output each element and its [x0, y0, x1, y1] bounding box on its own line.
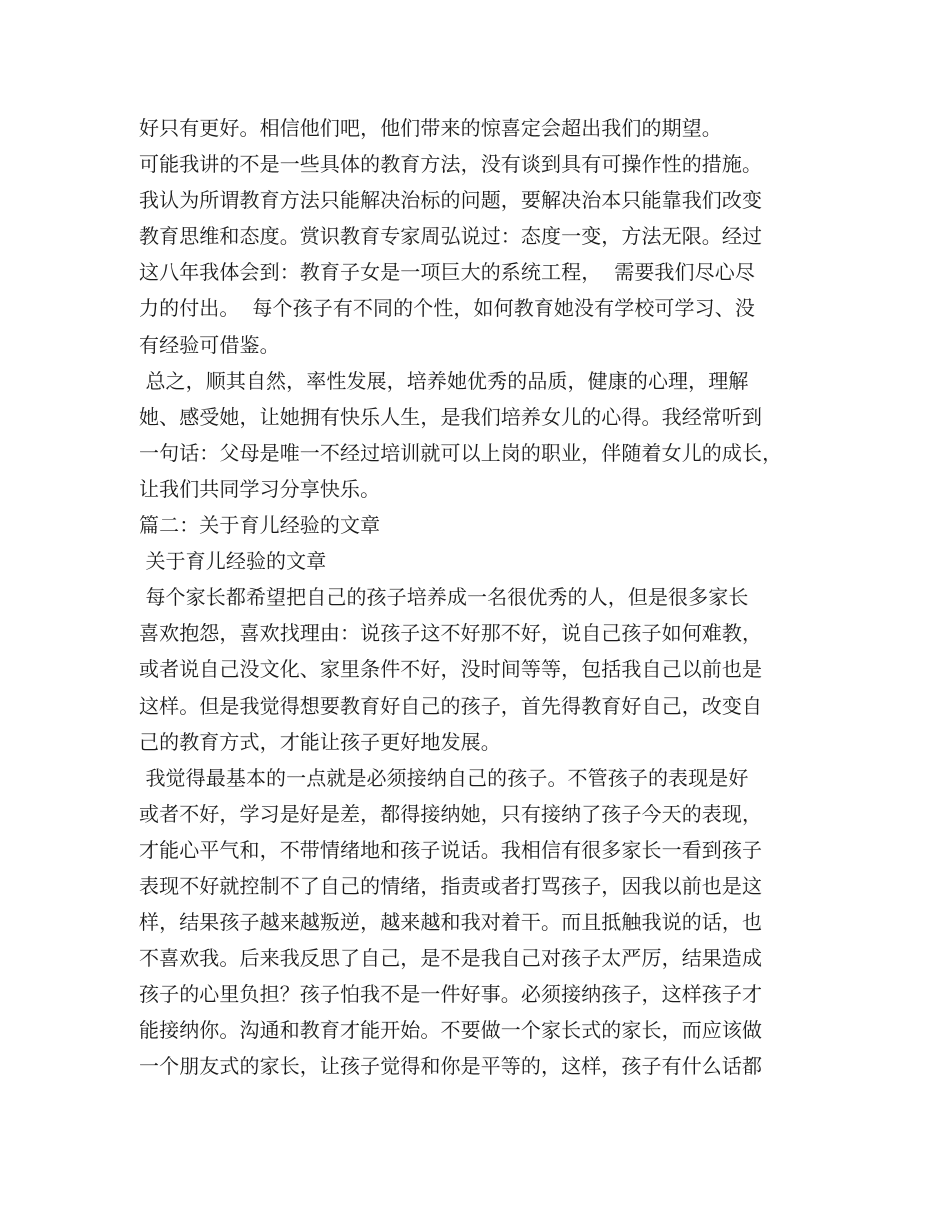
text-line: 能接纳你。沟通和教育才能开始。不要做一个家长式的家长，而应该做	[139, 1018, 763, 1043]
text-line: 表现不好就控制不了自己的情绪，指责或者打骂孩子，因我以前也是这	[139, 873, 763, 898]
text-line: 让我们共同学习分享快乐。	[139, 476, 381, 501]
text-line: 喜欢抱怨，喜欢找理由：说孩子这不好那不好，说自己孩子如何难教，	[139, 621, 763, 646]
text-line: 这八年我体会到：教育子女是一项巨大的系统工程， 需要我们尽心尽	[139, 260, 755, 285]
text-line: 一个朋友式的家长，让孩子觉得和你是平等的，这样，孩子有什么话都	[139, 1054, 763, 1079]
text-line: 不喜欢我。后来我反思了自己，是不是我自己对孩子太严厉，结果造成	[139, 946, 763, 971]
text-line: 她、感受她，让她拥有快乐人生，是我们培养女儿的心得。我经常听到	[139, 404, 763, 429]
text-line: 力的付出。 每个孩子有不同的个性，如何教育她没有学校可学习、没	[139, 296, 755, 321]
text-line: 或者说自己没文化、家里条件不好，没时间等等，包括我自己以前也是	[139, 657, 763, 682]
text-line: 样，结果孩子越来越叛逆，越来越和我对着干。而且抵触我说的话，也	[139, 910, 763, 935]
article-title: 关于育儿经验的文章	[139, 549, 327, 574]
text-line: 我觉得最基本的一点就是必须接纳自己的孩子。不管孩子的表现是好	[139, 765, 749, 790]
text-line: 己的教育方式，才能让孩子更好地发展。	[139, 729, 501, 754]
text-line: 一句话：父母是唯一不经过培训就可以上岗的职业，伴随着女儿的成长，	[139, 440, 783, 465]
text-line: 或者不好，学习是好是差，都得接纳她，只有接纳了孩子今天的表现，	[139, 801, 763, 826]
text-line: 我认为所谓教育方法只能解决治标的问题，要解决治本只能靠我们改变	[139, 188, 763, 213]
text-line: 孩子的心里负担？孩子怕我不是一件好事。必须接纳孩子，这样孩子才	[139, 982, 763, 1007]
document-body	[139, 110, 839, 1085]
text-line: 才能心平气和，不带情绪地和孩子说话。我相信有很多家长一看到孩子	[139, 837, 763, 862]
text-line: 这样。但是我觉得想要教育好自己的孩子，首先得教育好自己，改变自	[139, 693, 763, 718]
text-line: 有经验可借鉴。	[139, 332, 280, 357]
text-line: 每个家长都希望把自己的孩子培养成一名很优秀的人，但是很多家长	[139, 585, 749, 610]
text-line: 可能我讲的不是一些具体的教育方法，没有谈到具有可操作性的措施。	[139, 152, 763, 177]
text-line: 总之，顺其自然，率性发展，培养她优秀的品质，健康的心理，理解	[139, 368, 749, 393]
text-line: 好只有更好。相信他们吧，他们带来的惊喜定会超出我们的期望。	[139, 116, 722, 140]
section-heading: 篇二：关于育儿经验的文章	[139, 513, 381, 538]
text-line: 教育思维和态度。赏识教育专家周弘说过：态度一变，方法无限。经过	[139, 224, 763, 249]
